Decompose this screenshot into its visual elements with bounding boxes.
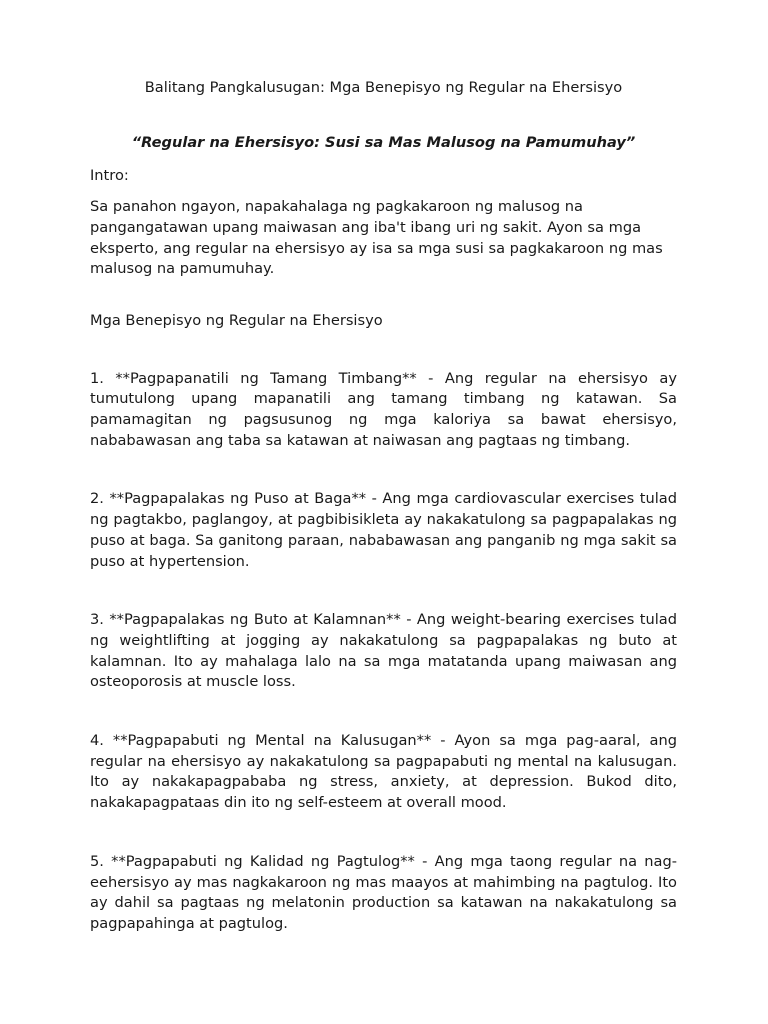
document-title: Balitang Pangkalusugan: Mga Benepisyo ng Regular na Ehersisyo <box>144 79 623 96</box>
document-page <box>90 78 677 935</box>
benefit-item-5: 5. **Pagpapabuti ng Kalidad ng Pagtulog** - Ang mga taong regular na nag-eehersisyo ay mas nagkakaroon ng mas maayos at mahimbing na pagtulog. Ito ay dahil sa pagtaas ng melatonin production sa katawan na nakakatulong sa pagpapahinga at pagtulog. <box>90 852 677 932</box>
benefit-item-4: 4. **Pagpapabuti ng Mental na Kalusugan** - Ayon sa mga pag-aaral, ang regular na ehersisyo ay nakakatulong sa pagpapabuti ng mental na kalusugan. Ito ay nakakapagpababa ng stress, anxiety, at depression. Bukod dito, nakakapagpataas din ito ng self-esteem at overall mood. <box>90 732 677 812</box>
section-heading: Mga Benepisyo ng Regular na Ehersisyo <box>90 311 383 329</box>
benefit-item-1: 1. **Pagpapanatili ng Tamang Timbang** - Ang regular na ehersisyo ay tumutulong upang mapanatili ang tamang timbang ng katawan. Sa pamamagitan ng pagsusunog ng mga kaloriya sa bawat ehersisyo, nababawasan ang taba sa katawan at naiwasan ang pagtaas ng timbang. <box>90 369 677 449</box>
intro-label: Intro: <box>90 167 129 185</box>
document-subtitle: “Regular na Ehersisyo: Susi sa Mas Malusog na Pamumuhay” <box>131 133 636 151</box>
benefit-item-2: 2. **Pagpapalakas ng Puso at Baga** - Ang mga cardiovascular exercises tulad ng pagtakbo, paglangoy, at pagbibisikleta ay nakakatulong sa pagpapalakas ng puso at baga. Sa ganitong paraan, nababawasan ang panganib ng mga sakit sa puso at hypertension. <box>90 490 677 570</box>
intro-paragraph: Sa panahon ngayon, napakahalaga ng pagkakaroon ng malusog na pangangatawan upang maiwasan ang iba't ibang uri ng sakit. Ayon sa mga eksperto, ang regular na ehersisyo ay isa sa mga susi sa pagkakaroon ng mas malusog na pamumuhay. <box>90 198 663 278</box>
benefit-item-3: 3. **Pagpapalakas ng Buto at Kalamnan** - Ang weight-bearing exercises tulad ng weightlifting at jogging ay nakakatulong sa pagpapalakas ng buto at kalamnan. Ito ay mahalaga lalo na sa mga matatanda upang maiwasan ang osteoporosis at muscle loss. <box>90 611 677 691</box>
